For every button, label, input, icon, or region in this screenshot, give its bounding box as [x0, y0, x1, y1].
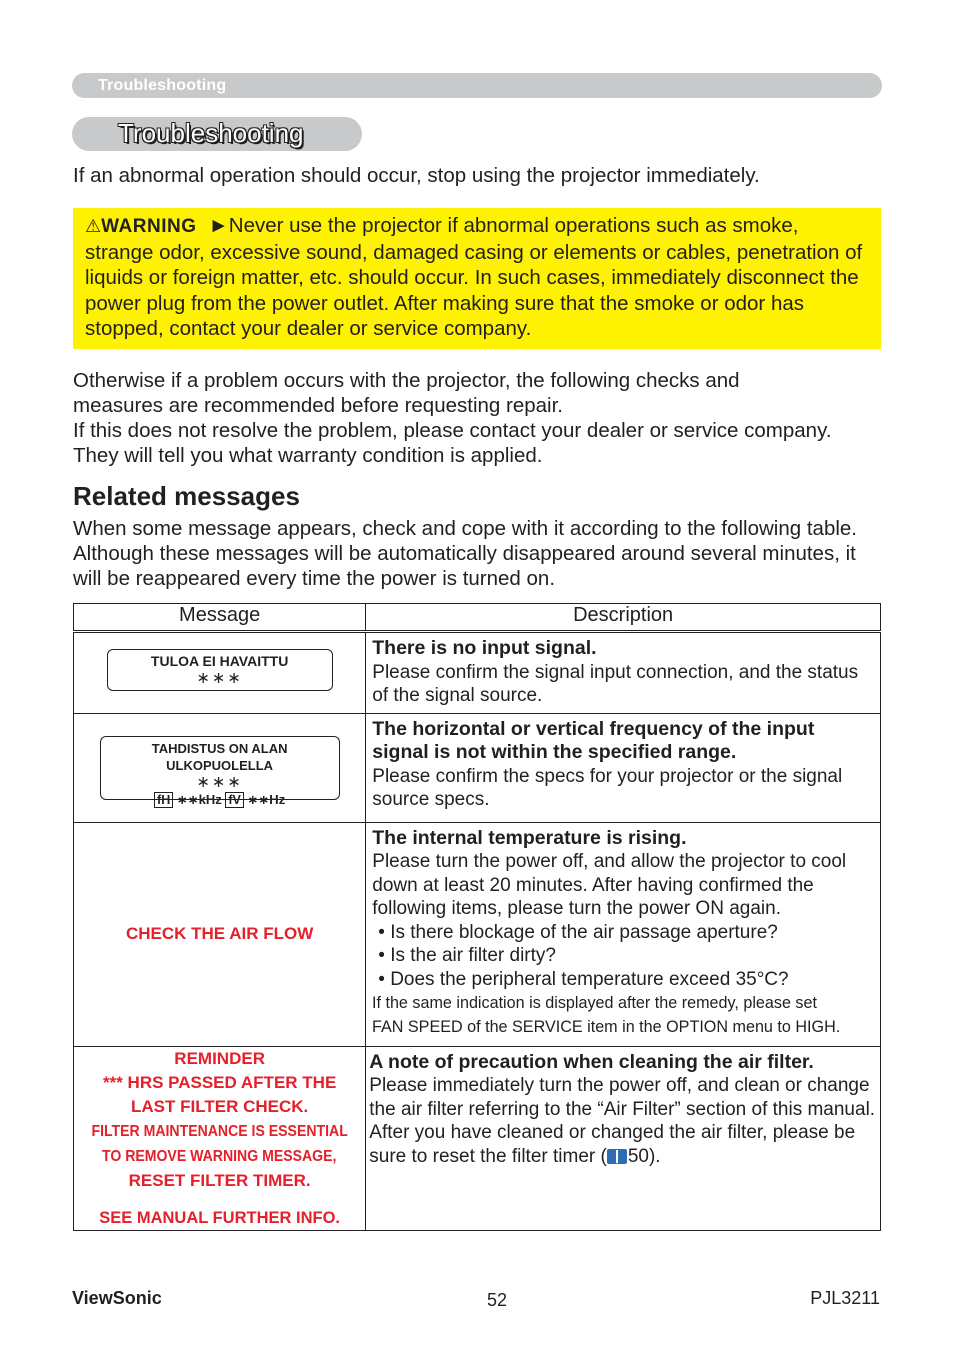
description-cell: [366, 822, 881, 1046]
message-cell: [74, 1046, 366, 1230]
table-row: [74, 713, 881, 822]
air-flow-message: CHECK THE AIR FLOW: [125, 924, 314, 943]
reminder-line: SEE MANUAL FURTHER INFO.: [99, 1208, 341, 1227]
page-number: 52: [487, 1290, 508, 1310]
reminder-line: TO REMOVE WARNING MESSAGE,: [102, 1147, 337, 1165]
message-cell: [74, 822, 366, 1046]
description-text: Please immediately turn the power off, and clean or change the air filter referring to the “Air Filter” section of this manual. After you have cleaned or changed the air filter, please be sure to reset the filter timer (: [369, 1075, 876, 1167]
osd-fv-label: fV: [225, 792, 244, 808]
section-header-bar: [72, 73, 882, 98]
reminder-line: *** HRS PASSED AFTER THE: [102, 1072, 337, 1092]
description-note: If the same indication is displayed after the remedy, please set FAN SPEED of the SERVICE item in the OPTION menu to HIGH.: [372, 993, 841, 1036]
description-title: There is no input signal.: [372, 637, 597, 659]
description-title: The internal temperature is rising.: [372, 826, 687, 849]
list-item: • Does the peripheral temperature exceed 35°C?: [378, 968, 789, 990]
description-cell: [366, 1046, 881, 1230]
description-text: Please confirm the specs for your projector or the signal source specs.: [372, 765, 843, 810]
footer-brand: ViewSonic: [72, 1288, 162, 1308]
description-cell: [366, 713, 881, 822]
otherwise-paragraph: Otherwise if a problem occurs with the projector, the following checks and measures are recommended before requesting repair.: [73, 369, 740, 417]
table-header-row: [74, 604, 881, 632]
warning-label: WARNING: [101, 216, 197, 237]
osd-message-box: [100, 736, 340, 807]
osd-asterisks: ∗∗∗: [196, 670, 243, 687]
osd-fh-label: fH: [154, 792, 173, 808]
reminder-line: LAST FILTER CHECK.: [131, 1096, 309, 1116]
reminder-line: RESET FILTER TIMER.: [128, 1170, 311, 1190]
messages-table: [73, 603, 881, 1231]
message-cell: [74, 632, 366, 714]
osd-message-box: [107, 649, 333, 691]
warning-arrow-icon: ►: [208, 214, 229, 237]
book-reference-icon: [607, 1149, 627, 1164]
description-text: Please confirm the signal input connection, and the status of the signal source.: [372, 661, 859, 706]
header-description: Description: [366, 604, 881, 632]
osd-text: TAHDISTUS ON ALAN ULKOPUOLELLA: [151, 740, 288, 773]
osd-hz: ∗∗Hz: [247, 791, 286, 807]
table-row: [74, 1046, 881, 1230]
related-messages-paragraph: When some message appears, check and cope with it according to the following table. Although these messages will be automatically disappeared around several minutes, it will be reappeared every time the power is turned on.: [73, 517, 857, 590]
osd-khz: ∗∗kHz: [176, 791, 222, 807]
message-cell: [74, 713, 366, 822]
table-row: [74, 822, 881, 1046]
reference-page: 50: [627, 1145, 649, 1167]
reminder-line: REMINDER: [174, 1048, 265, 1068]
page-title-pill: [72, 117, 362, 151]
page-title: Troubleshooting: [118, 118, 304, 148]
section-header-label: Troubleshooting: [98, 77, 227, 94]
description-text-end: ).: [648, 1145, 661, 1167]
description-cell: [366, 632, 881, 714]
reminder-line: FILTER MAINTENANCE IS ESSENTIAL: [91, 1122, 348, 1140]
intro-paragraph: If an abnormal operation should occur, stop using the projector immediately.: [73, 164, 760, 187]
header-message: Message: [74, 604, 366, 632]
description-title: A note of precaution when cleaning the air filter.: [369, 1050, 814, 1073]
description-title: The horizontal or vertical frequency of the input signal is not within the specified range.: [372, 717, 815, 763]
if-not-resolved-paragraph: If this does not resolve the problem, please contact your dealer or service company. They will tell you what warranty condition is applied.: [73, 419, 832, 467]
osd-text: TULOA EI HAVAITTU: [150, 653, 289, 669]
table-row: [74, 632, 881, 714]
warning-text: Never use the projector if abnormal operations such as smoke, strange odor, excessive sound, damaged casing or elements or cables, penetration of liquids or foreign matter, etc. should occur. In such cases, immediately disconnect the power plug from the power outlet. After making sure that the smoke or odor has stopped, contact your dealer or service company.: [85, 214, 863, 340]
osd-asterisks: ∗∗∗: [196, 773, 243, 791]
footer-model: PJL3211: [810, 1288, 880, 1308]
warning-triangle-icon: ⚠: [85, 216, 102, 236]
related-messages-heading: Related messages: [73, 481, 300, 511]
list-item: • Is there blockage of the air passage aperture?: [378, 921, 778, 943]
description-text: Please turn the power off, and allow the projector to cool down at least 20 minutes. After having confirmed the following items, please turn the power ON again.: [372, 851, 847, 919]
warning-box: [73, 208, 881, 349]
list-item: • Is the air filter dirty?: [378, 945, 556, 966]
